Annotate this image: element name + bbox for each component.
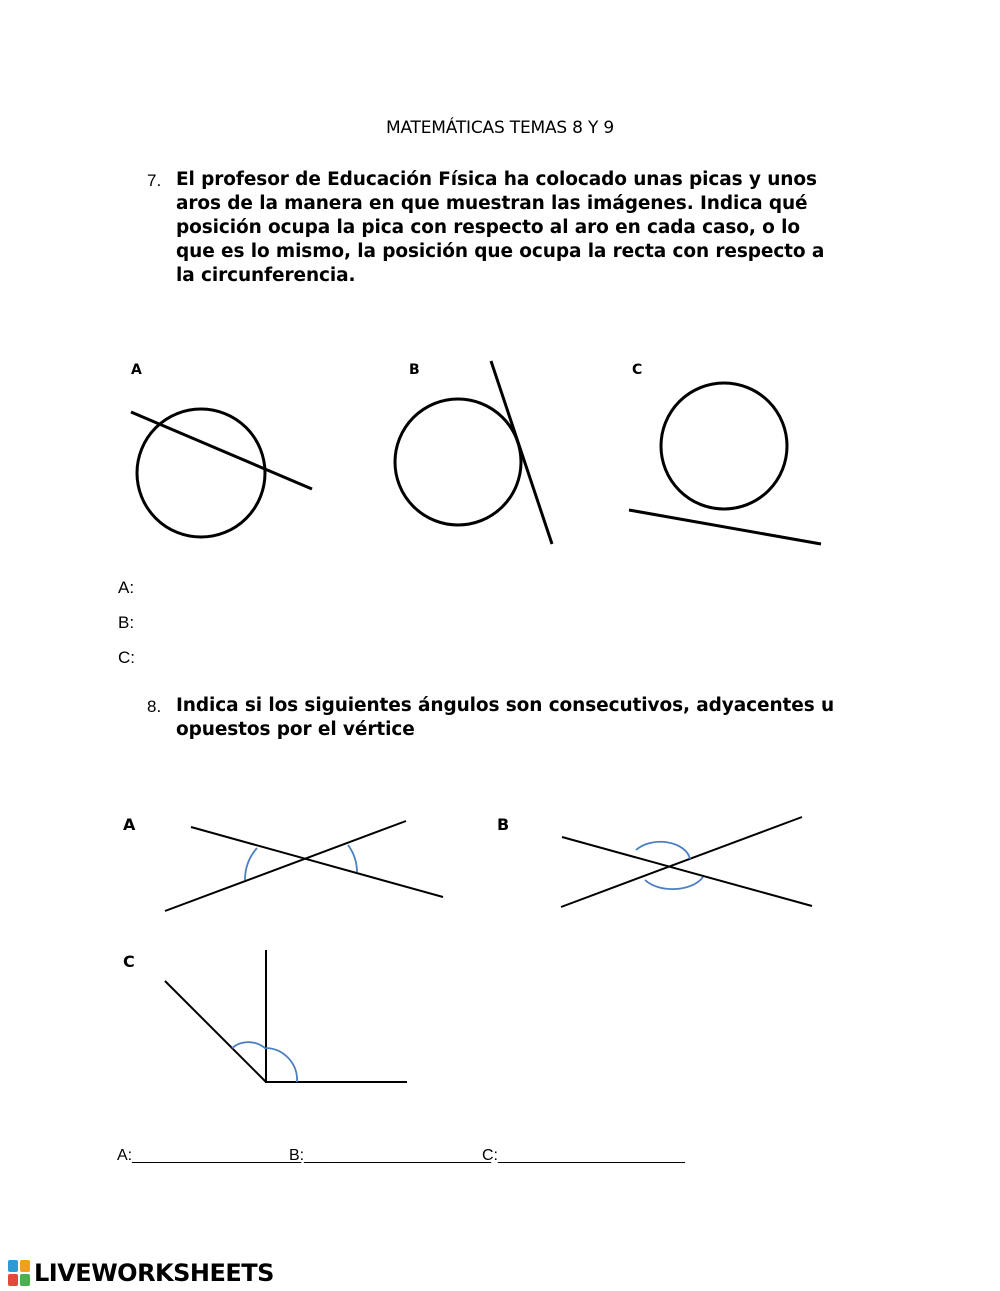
q7-answer-label-b: B: bbox=[118, 613, 135, 632]
q8-figure-a bbox=[165, 821, 443, 911]
q7-line-b bbox=[491, 361, 552, 544]
q7-circle-a bbox=[137, 409, 265, 537]
q8-figure-c bbox=[165, 950, 407, 1083]
question-7-line: la circunferencia. bbox=[176, 265, 356, 286]
q7-figure-label-a: A bbox=[131, 362, 142, 378]
q8-answer-b[interactable]: B:_____________________ bbox=[289, 1147, 491, 1164]
q7-answer-label-a: A: bbox=[118, 578, 135, 597]
liveworksheets-logo[interactable] bbox=[8, 1258, 274, 1288]
question-8-line: Indica si los siguientes ángulos son consecutivos, adyacentes u bbox=[176, 695, 835, 716]
q7-figure-b-tangent bbox=[395, 361, 552, 544]
question-8-text bbox=[176, 694, 834, 742]
q8-c-arc-left bbox=[232, 1042, 266, 1049]
question-8-number: 8. bbox=[147, 697, 162, 716]
q7-circle-b bbox=[395, 399, 521, 525]
q8-figure-label-c: C bbox=[123, 952, 135, 971]
question-8-line: opuestos por el vértice bbox=[176, 719, 415, 740]
q8-a-arc-left bbox=[245, 848, 257, 880]
q7-line-c bbox=[629, 510, 821, 544]
q7-figure-label-c: C bbox=[632, 362, 643, 378]
question-7-line: que es lo mismo, la posición que ocupa la recta con respecto a bbox=[176, 241, 825, 262]
q7-line-a bbox=[131, 412, 312, 489]
question-7-line: El profesor de Educación Física ha colocado unas picas y unos bbox=[176, 169, 817, 190]
q8-b-line-1 bbox=[562, 837, 812, 906]
q8-figure-label-b: B bbox=[497, 815, 510, 834]
question-7-line: posición ocupa la pica con respecto al aro en cada caso, o lo bbox=[176, 217, 800, 238]
q8-b-arc-top bbox=[636, 842, 690, 859]
q8-answer-a[interactable]: A:___________________ bbox=[117, 1147, 302, 1164]
question-7-line: aros de la manera en que muestran las imágenes. Indica qué bbox=[176, 193, 808, 214]
q7-figure-label-b: B bbox=[409, 362, 420, 378]
q7-figure-a-secant bbox=[131, 409, 312, 537]
q8-answer-c[interactable]: C:_____________________ bbox=[482, 1147, 685, 1164]
liveworksheets-logo-icon bbox=[8, 1260, 30, 1286]
liveworksheets-logo-text: LIVEWORKSHEETS bbox=[34, 1259, 274, 1287]
q8-c-line-diagonal bbox=[165, 981, 266, 1082]
q7-figure-c-exterior bbox=[629, 383, 821, 544]
q8-a-arc-right bbox=[348, 845, 357, 872]
q8-figure-b bbox=[561, 817, 812, 907]
q7-answer-label-c: C: bbox=[118, 648, 135, 667]
q8-a-line-2 bbox=[165, 821, 406, 911]
question-7-number: 7. bbox=[147, 171, 162, 190]
q8-figure-label-a: A bbox=[123, 815, 136, 834]
q8-b-arc-bottom bbox=[645, 877, 703, 889]
q7-circle-c bbox=[661, 383, 787, 509]
page-title: MATEMÁTICAS TEMAS 8 Y 9 bbox=[385, 118, 614, 138]
q8-c-arc-right bbox=[266, 1048, 297, 1082]
